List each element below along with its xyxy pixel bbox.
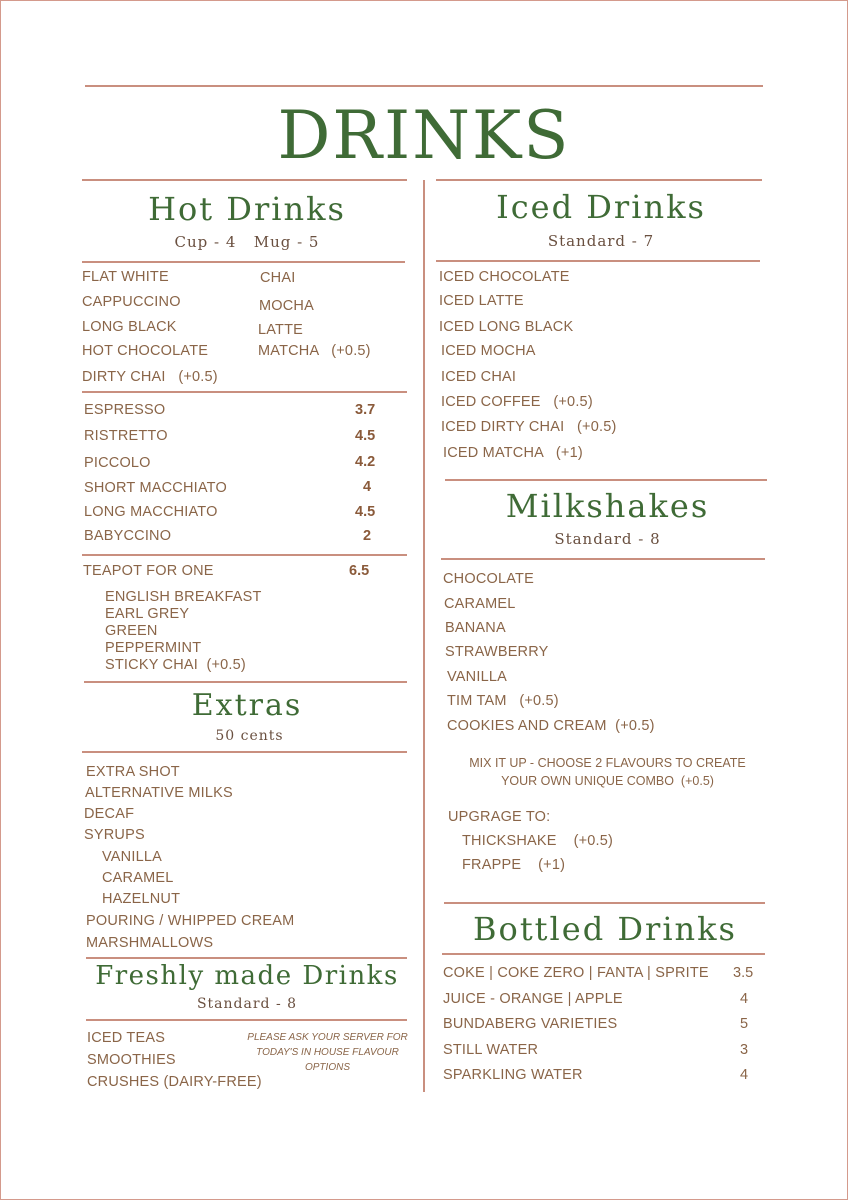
- milkshakes-price: Standard - 8: [554, 530, 661, 548]
- tea-item: GREEN: [105, 623, 158, 639]
- milkshake-item: VANILLA: [447, 669, 507, 685]
- iced-top-divider: [436, 179, 762, 181]
- coffee-item: ESPRESSO: [84, 402, 166, 418]
- extras-item: ALTERNATIVE MILKS: [85, 785, 233, 801]
- milkshake-item: TIM TAM (+0.5): [447, 693, 559, 709]
- tea-item: STICKY CHAI (+0.5): [105, 657, 246, 673]
- fresh-drinks-title: Freshly made Drinks: [95, 961, 399, 991]
- iced-item: ICED CHAI: [441, 369, 517, 385]
- coffee-price: 4.2: [355, 454, 376, 470]
- tea-item: EARL GREY: [105, 606, 190, 622]
- coffee-item: BABYCCINO: [84, 528, 172, 544]
- bottled-item: JUICE - ORANGE | APPLE: [443, 991, 623, 1007]
- extras-item: POURING / WHIPPED CREAM: [86, 913, 295, 929]
- milkshake-item: STRAWBERRY: [445, 644, 549, 660]
- coffee-price: 4.5: [355, 428, 376, 444]
- tea-item: PEPPERMINT: [105, 640, 202, 656]
- coffee-price: 4: [363, 479, 372, 495]
- iced-item: ICED LONG BLACK: [439, 319, 574, 335]
- iced-sub-divider: [436, 260, 760, 262]
- iced-item: ICED LATTE: [439, 293, 524, 309]
- hot-item: LATTE: [258, 322, 304, 338]
- upgrade-item: THICKSHAKE (+0.5): [462, 833, 614, 849]
- column-divider: [423, 180, 425, 1092]
- bottled-item: SPARKLING WATER: [443, 1067, 583, 1083]
- hot-item: FLAT WHITE: [82, 269, 169, 285]
- bottled-price: 4: [740, 991, 749, 1007]
- iced-drinks-title: Iced Drinks: [496, 188, 706, 226]
- syrup-item: CARAMEL: [102, 870, 174, 886]
- extras-item: MARSHMALLOWS: [86, 935, 214, 951]
- coffee-price: 2: [363, 528, 372, 544]
- bottled-price: 4: [740, 1067, 749, 1083]
- iced-item: ICED MOCHA: [441, 343, 536, 359]
- bottled-item: BUNDABERG VARIETIES: [443, 1016, 618, 1032]
- milkshake-item: CARAMEL: [444, 596, 516, 612]
- extras-top-divider: [84, 681, 407, 683]
- hot-item: LONG BLACK: [82, 319, 177, 335]
- hot-top-divider: [82, 179, 407, 181]
- teapot-price: 6.5: [349, 563, 370, 579]
- hot-drinks-title: Hot Drinks: [148, 190, 346, 228]
- mix-it-up-note: MIX IT UP - CHOOSE 2 FLAVOURS TO CREATE YOUR OWN UNIQUE COMBO (+0.5): [469, 756, 746, 788]
- hot-item: MOCHA: [259, 298, 314, 314]
- coffee-item: PICCOLO: [84, 455, 151, 471]
- syrup-item: HAZELNUT: [102, 891, 181, 907]
- page-title: DRINKS: [277, 97, 571, 174]
- fresh-note: PLEASE ASK YOUR SERVER FOR TODAY'S IN HOUSE FLAVOUR OPTIONS: [247, 1032, 408, 1073]
- hot-item: MATCHA (+0.5): [258, 343, 371, 359]
- milkshake-item: BANANA: [445, 620, 506, 636]
- fresh-item: ICED TEAS: [87, 1030, 166, 1046]
- extras-sub-divider: [82, 751, 407, 753]
- hot-item: HOT CHOCOLATE: [82, 343, 209, 359]
- bottled-price: 3.5: [733, 965, 754, 981]
- coffee-divider: [82, 391, 407, 393]
- extras-title: Extras: [191, 688, 303, 723]
- iced-item: ICED COFFEE (+0.5): [441, 394, 593, 410]
- hot-sub-divider: [82, 261, 405, 263]
- hot-drinks-prices: Cup - 4 Mug - 5: [174, 233, 320, 251]
- upgrade-label: UPGRAGE TO:: [448, 809, 551, 825]
- milkshakes-title: Milkshakes: [505, 487, 710, 525]
- bottled-drinks-title: Bottled Drinks: [473, 910, 737, 948]
- milkshakes-sub-divider: [441, 558, 765, 560]
- teapot-label: TEAPOT FOR ONE: [83, 563, 214, 579]
- extras-item: DECAF: [84, 806, 135, 822]
- top-divider: [85, 85, 763, 87]
- bottled-sub-divider: [442, 953, 765, 955]
- milkshake-item: CHOCOLATE: [443, 571, 534, 587]
- coffee-price: 4.5: [355, 504, 376, 520]
- coffee-price: 3.7: [355, 402, 376, 418]
- milkshake-item: COOKIES AND CREAM (+0.5): [447, 718, 655, 734]
- fresh-item: SMOOTHIES: [87, 1052, 176, 1068]
- bottled-price: 3: [740, 1042, 749, 1058]
- bottled-top-divider: [444, 902, 765, 904]
- iced-drinks-price: Standard - 7: [547, 232, 655, 250]
- bottled-item: COKE | COKE ZERO | FANTA | SPRITE: [443, 965, 709, 981]
- fresh-item: CRUSHES (DAIRY-FREE): [87, 1074, 262, 1090]
- coffee-item: LONG MACCHIATO: [84, 504, 218, 520]
- upgrade-item: FRAPPE (+1): [462, 857, 566, 873]
- hot-item: CHAI: [260, 270, 296, 286]
- syrup-item: VANILLA: [102, 849, 162, 865]
- iced-item: ICED MATCHA (+1): [443, 445, 583, 461]
- iced-item: ICED CHOCOLATE: [439, 269, 570, 285]
- extras-item: SYRUPS: [84, 827, 145, 843]
- bottled-item: STILL WATER: [443, 1042, 539, 1058]
- extras-item: EXTRA SHOT: [86, 764, 180, 780]
- iced-item: ICED DIRTY CHAI (+0.5): [441, 419, 617, 435]
- hot-item: DIRTY CHAI (+0.5): [82, 369, 218, 385]
- fresh-top-divider: [86, 957, 407, 959]
- fresh-drinks-price: Standard - 8: [196, 996, 298, 1012]
- tea-item: ENGLISH BREAKFAST: [105, 589, 262, 605]
- hot-item: CAPPUCCINO: [82, 294, 181, 310]
- coffee-item: RISTRETTO: [84, 428, 168, 444]
- coffee-item: SHORT MACCHIATO: [84, 480, 227, 496]
- teapot-divider: [82, 554, 407, 556]
- bottled-price: 5: [740, 1016, 749, 1032]
- fresh-sub-divider: [86, 1019, 407, 1021]
- extras-price: 50 cents: [215, 728, 284, 744]
- milkshakes-top-divider: [445, 479, 767, 481]
